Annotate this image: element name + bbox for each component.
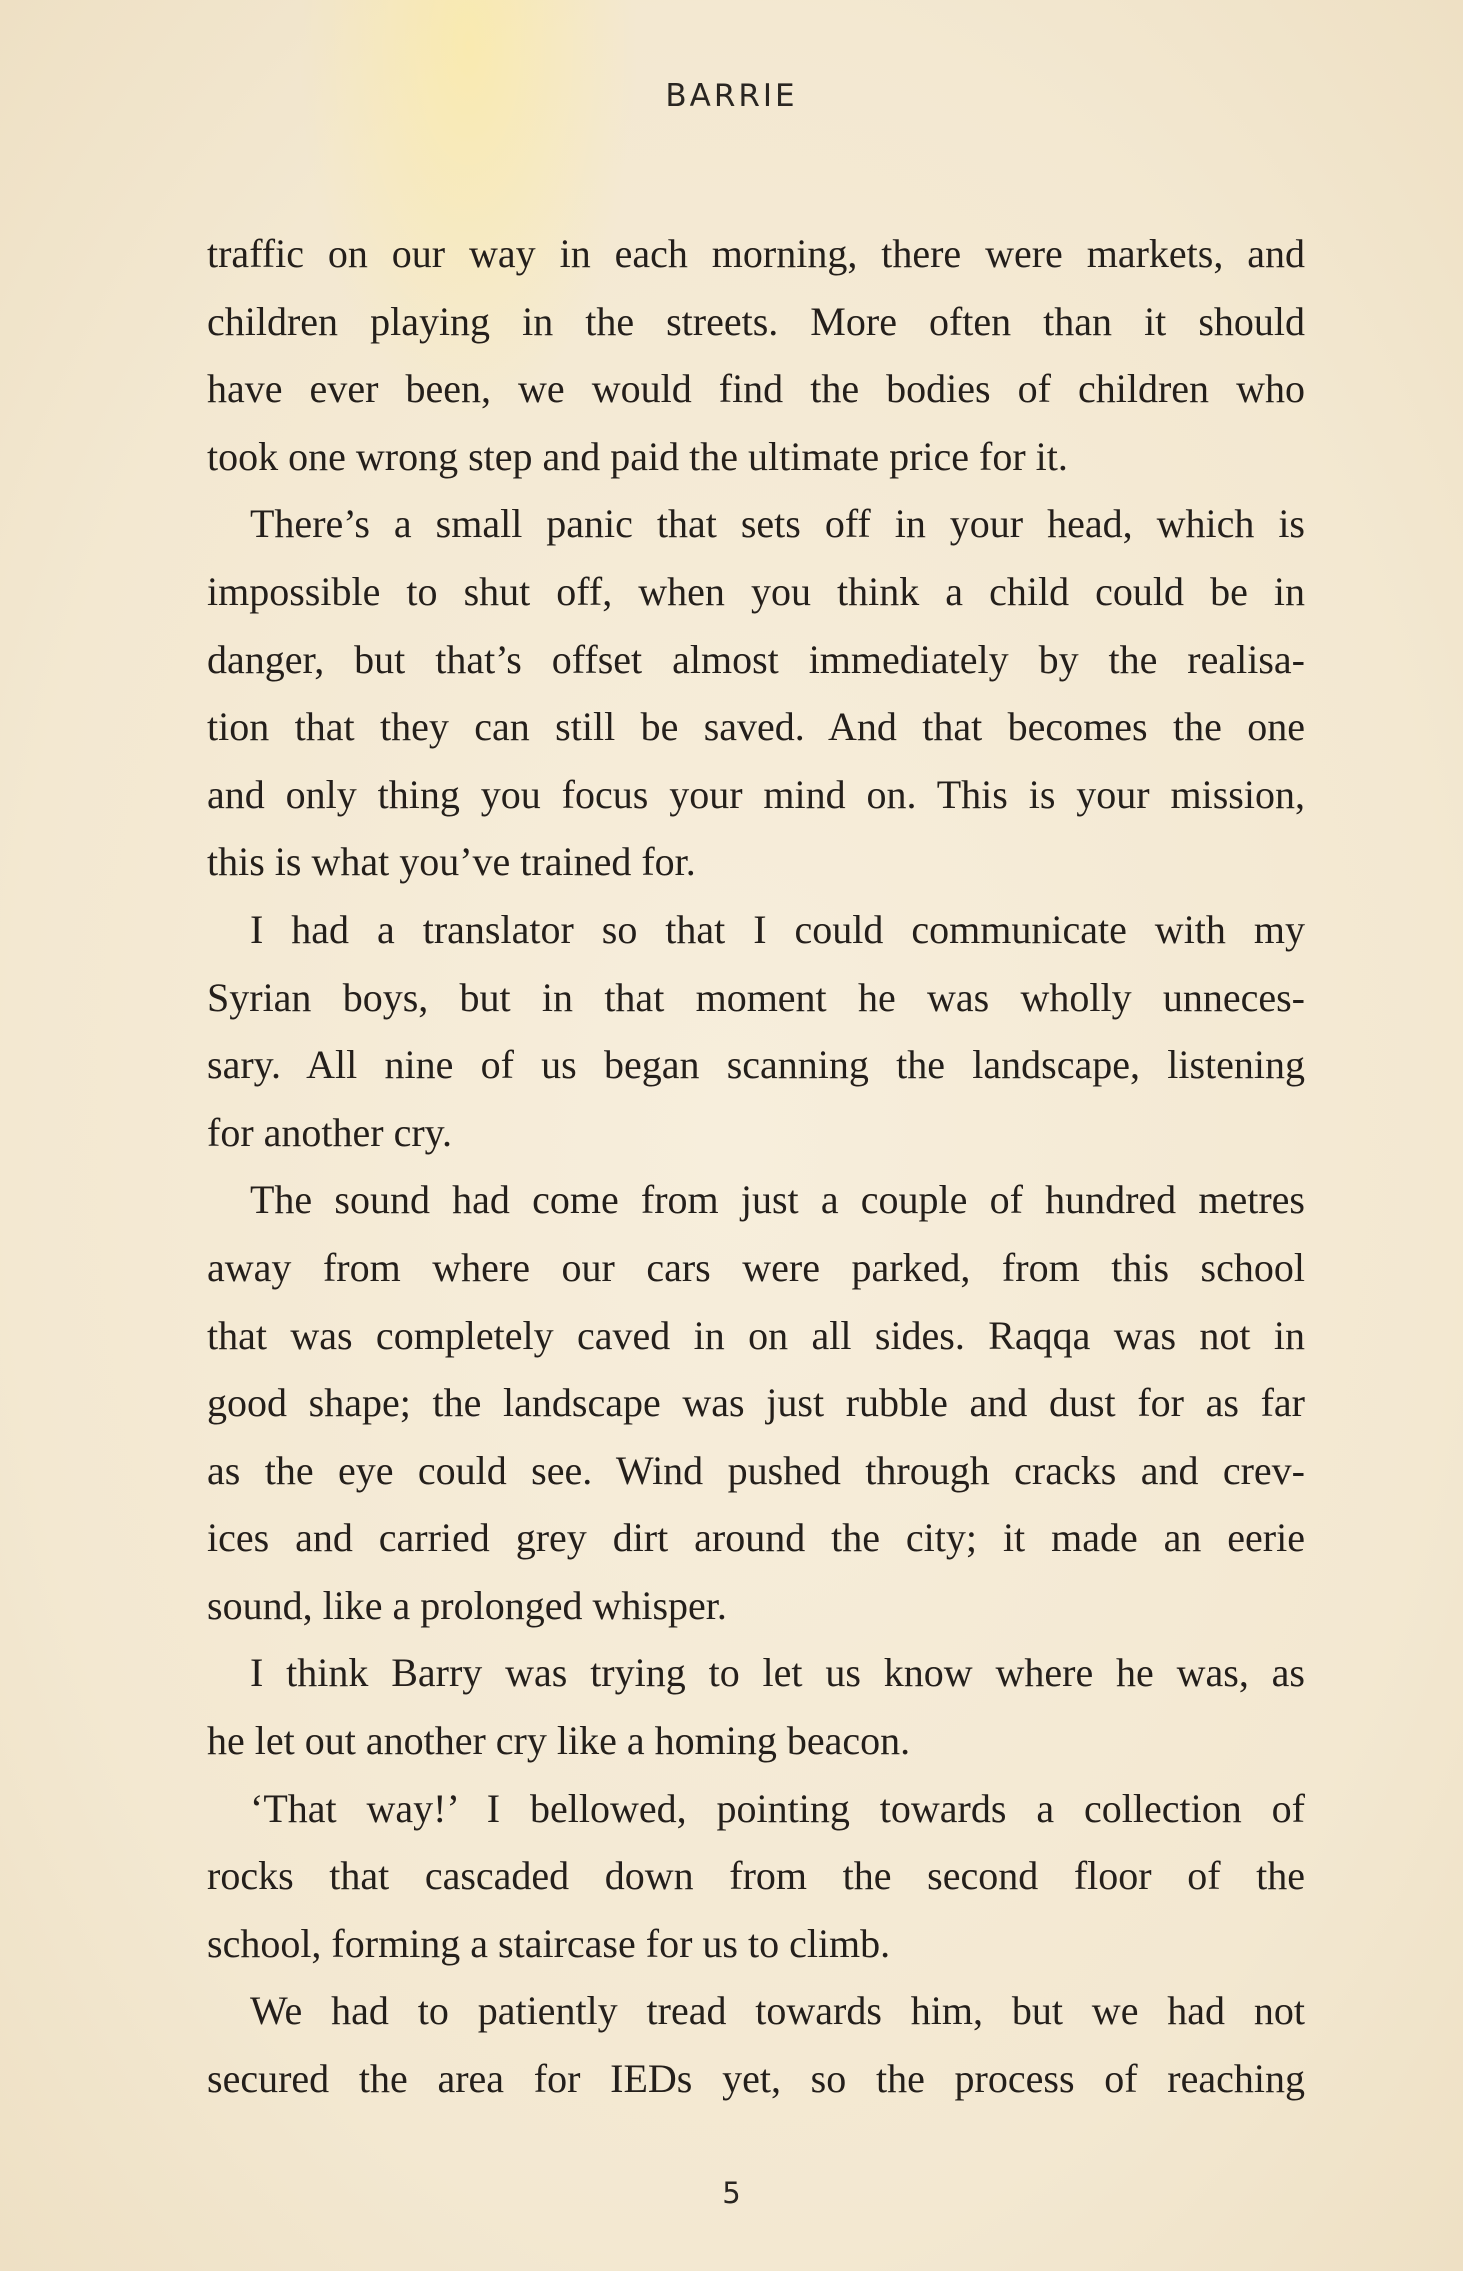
text-line: good shape; the landscape was just rubble and dust for as far: [207, 1380, 1305, 1426]
text-line: as the eye could see. Wind pushed through cracks and crev-: [207, 1447, 1305, 1493]
paragraph: [207, 490, 1305, 896]
text-line: for another cry.: [207, 1109, 453, 1155]
text-line: danger, but that’s offset almost immediately by the realisa-: [207, 636, 1305, 682]
paragraph: [207, 1166, 1305, 1639]
running-head: BARRIE: [665, 78, 798, 114]
page-number: 5: [722, 2176, 741, 2210]
text-line: rocks that cascaded down from the second floor of the: [207, 1853, 1305, 1899]
text-line: sound, like a prolonged whisper.: [207, 1582, 727, 1628]
text-line: and only thing you focus your mind on. This is your mission,: [207, 771, 1305, 817]
text-line: There’s a small panic that sets off in your head, which is: [250, 501, 1305, 547]
text-line: he let out another cry like a homing beacon.: [207, 1718, 911, 1764]
text-line: have ever been, we would find the bodies of children who: [207, 366, 1305, 412]
text-line: school, forming a staircase for us to climb.: [207, 1920, 891, 1966]
text-line: secured the area for IEDs yet, so the process of reaching: [207, 2056, 1305, 2102]
text-line: that was completely caved in on all sides. Raqqa was not in: [207, 1312, 1305, 1358]
text-line: this is what you’ve trained for.: [207, 839, 696, 885]
body-text: [207, 220, 1305, 2113]
text-line: children playing in the streets. More often than it should: [207, 298, 1305, 344]
text-line: I think Barry was trying to let us know where he was, as: [250, 1650, 1305, 1696]
text-line: away from where our cars were parked, from this school: [207, 1244, 1305, 1290]
paragraph: [207, 1775, 1305, 1978]
paragraph: [207, 1639, 1305, 1774]
paragraph: [207, 896, 1305, 1166]
text-line: impossible to shut off, when you think a child could be in: [207, 568, 1305, 614]
text-line: ices and carried grey dirt around the city; it made an eerie: [207, 1515, 1305, 1561]
paragraph: [207, 220, 1305, 490]
text-line: We had to patiently tread towards him, but we had not: [250, 1988, 1305, 2034]
text-line: took one wrong step and paid the ultimate price for it.: [207, 433, 1068, 479]
text-line: Syrian boys, but in that moment he was wholly unneces-: [207, 974, 1305, 1020]
text-line: sary. All nine of us began scanning the landscape, listening: [207, 1042, 1305, 1088]
paragraph: [207, 1977, 1305, 2112]
text-line: ‘That way!’ I bellowed, pointing towards a collection of: [250, 1785, 1305, 1831]
text-line: tion that they can still be saved. And that becomes the one: [207, 704, 1305, 750]
text-line: The sound had come from just a couple of hundred metres: [250, 1177, 1305, 1223]
text-line: traffic on our way in each morning, there were markets, and: [207, 231, 1305, 276]
text-line: I had a translator so that I could communicate with my: [250, 906, 1305, 952]
